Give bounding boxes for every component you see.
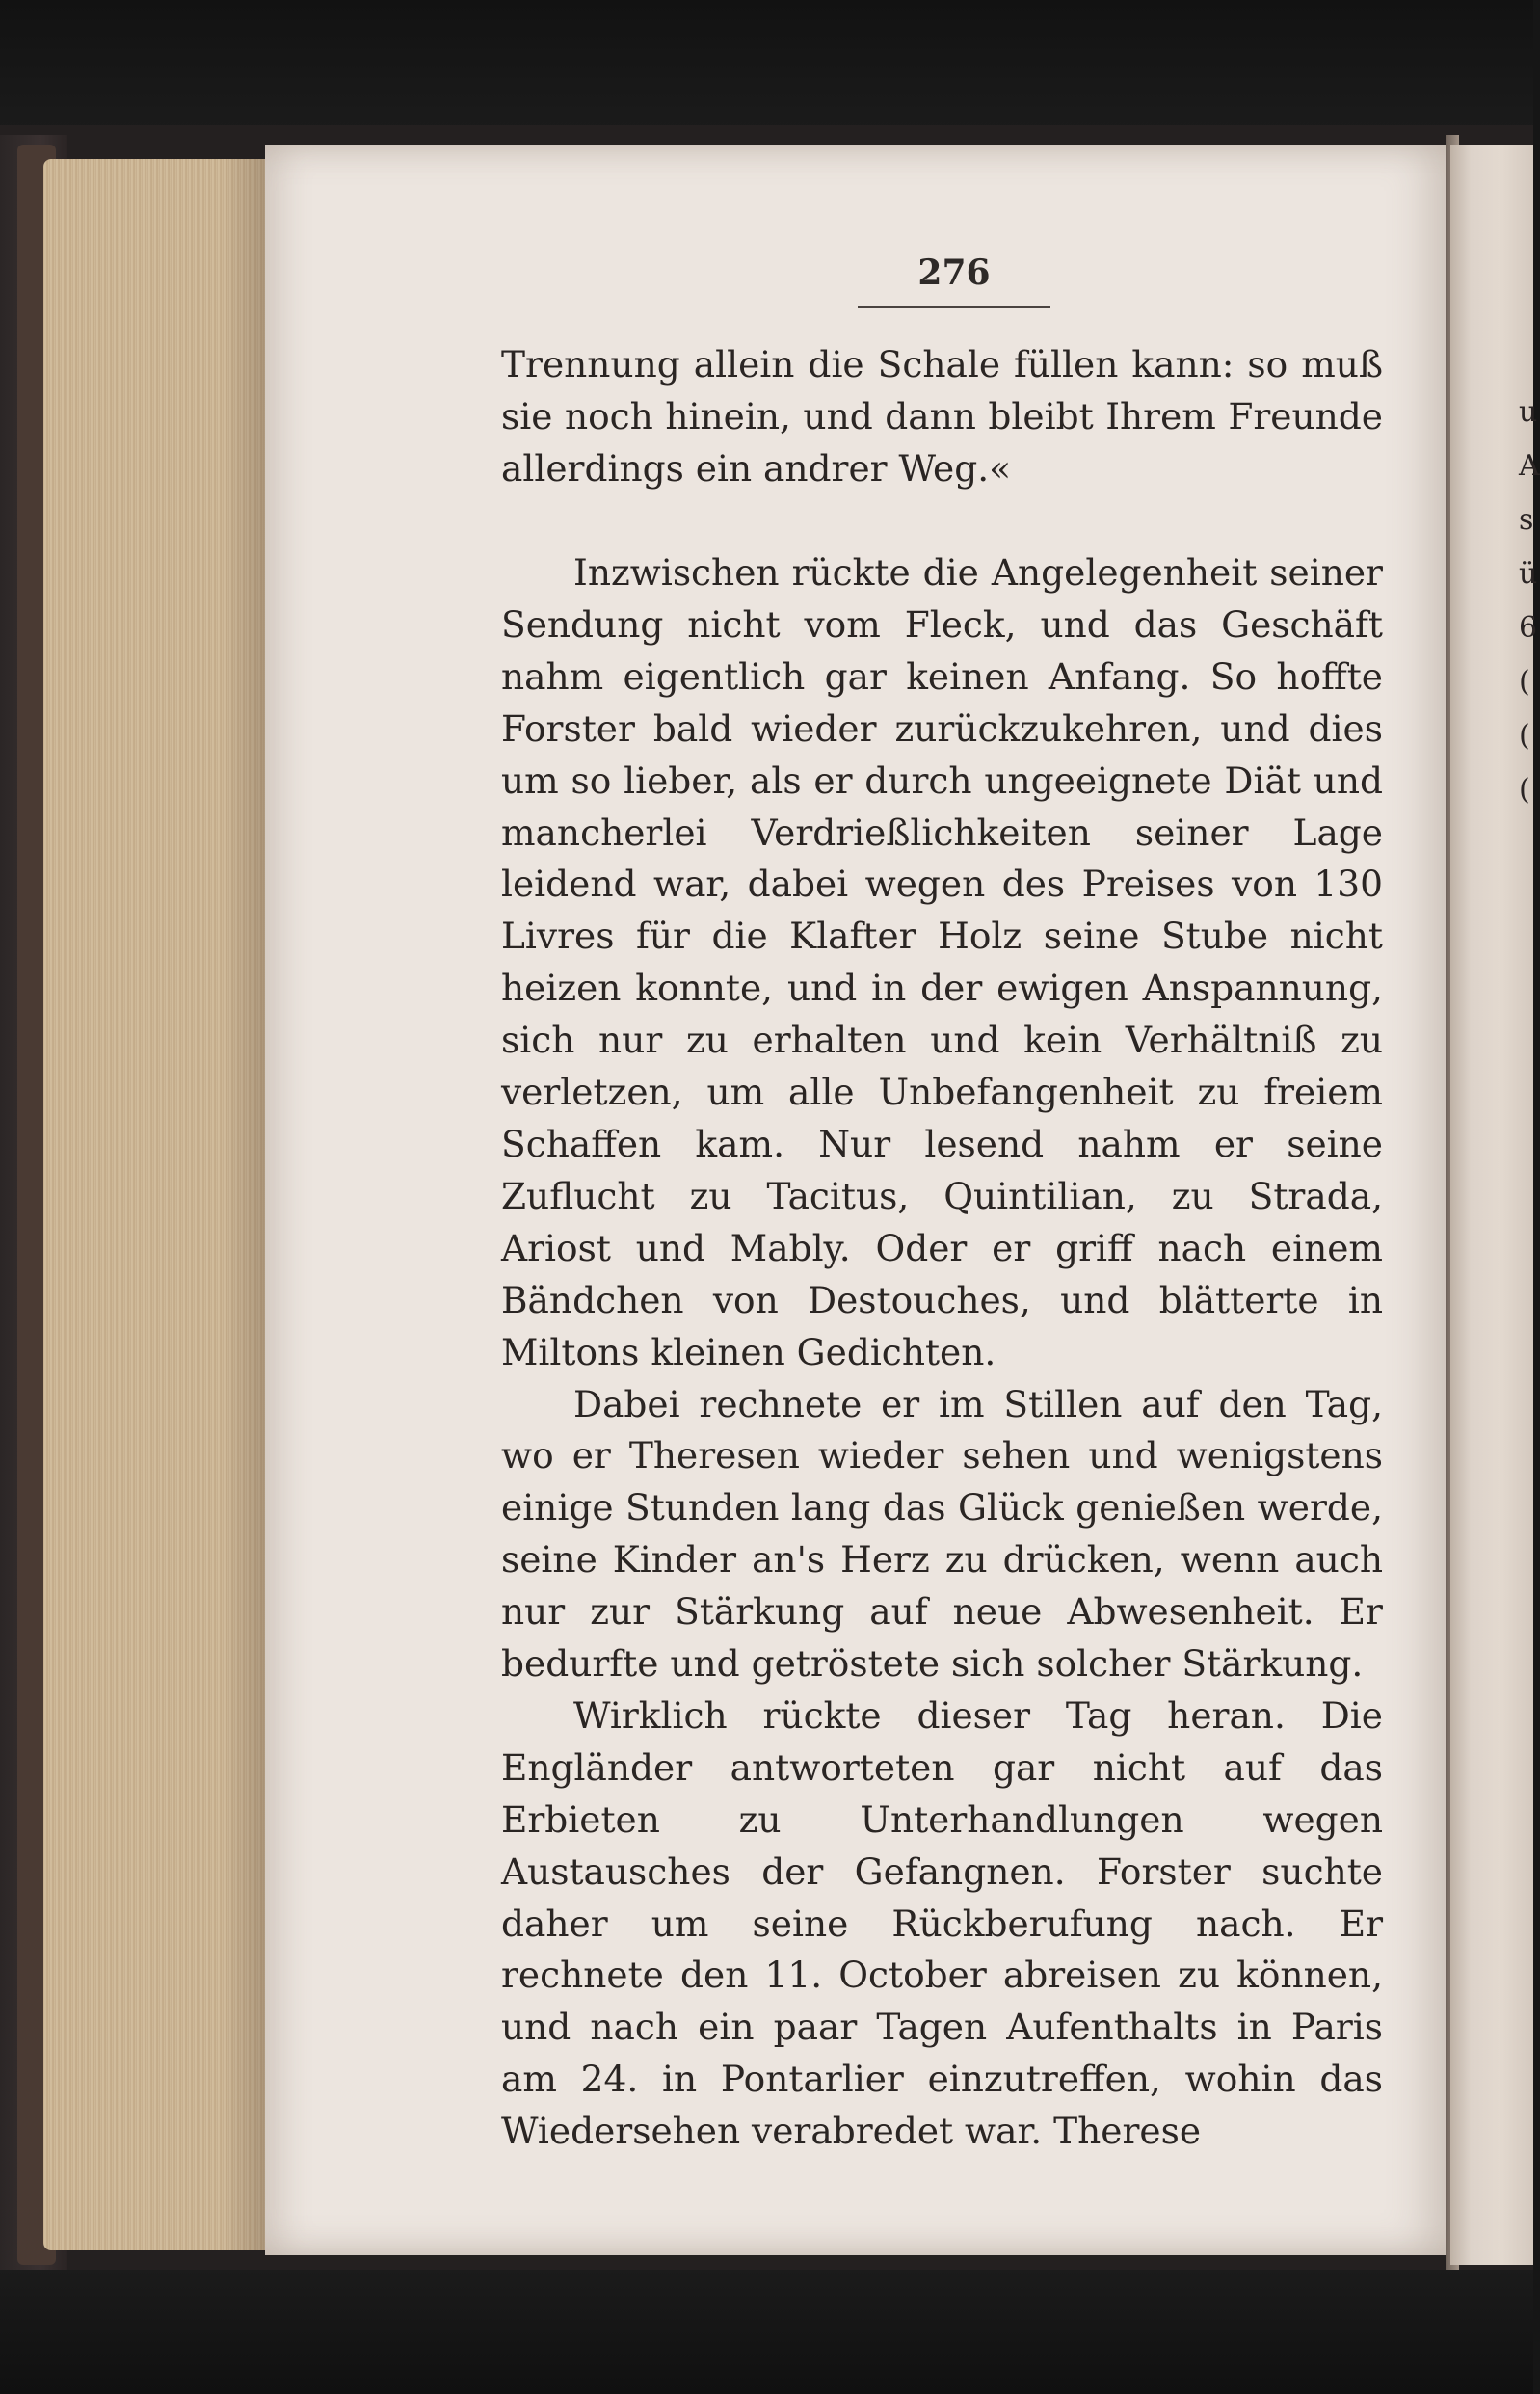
page-number: 276 bbox=[917, 253, 991, 293]
facing-fragment: ( bbox=[1519, 773, 1530, 807]
background-top bbox=[0, 0, 1533, 145]
page-number-rule bbox=[858, 306, 1050, 308]
background-bottom bbox=[0, 2270, 1533, 2394]
paragraph: Wirklich rückte dieser Tag heran. Die Engländer antworteten gar nicht auf das Erbieten zu Unterhandlungen wegen Austausches der Gefangnen. Forster suchte daher um seine Rückberufung nach. Er rechnete den 11. October abreisen zu können, und nach ein paar Tagen Aufenthalts in Paris am 24. in Pontarlier einzutreffen, wohin das Wiedersehen verabredet war. Therese bbox=[501, 1693, 1383, 2153]
facing-fragment: ü bbox=[1519, 557, 1538, 591]
facing-fragment: u bbox=[1519, 395, 1538, 429]
facing-fragment: ( bbox=[1519, 665, 1530, 699]
facing-page-text bbox=[1519, 386, 1538, 817]
facing-fragment: 6 bbox=[1519, 611, 1538, 645]
facing-fragment: s bbox=[1519, 503, 1534, 537]
facing-fragment: A bbox=[1519, 449, 1540, 483]
text-continuation bbox=[501, 339, 1383, 495]
paragraph: Trennung allein die Schale füllen kann: so muß sie noch hinein, und dann bleibt Ihrem Freunde allerdings ein andrer Weg.« bbox=[501, 343, 1383, 490]
facing-fragment: ( bbox=[1519, 719, 1530, 753]
paragraph: Dabei rechnete er im Stillen auf den Tag, wo er Theresen wieder sehen und wenigstens einige Stunden lang das Glück genießen werde, seine Kinder an's Herz zu drücken, wenn auch nur zur Stärkung auf neue Abwesenheit. Er bedurfte und getröstete sich solcher Stärkung. bbox=[501, 1382, 1383, 1686]
paragraph: Inzwischen rückte die Angelegenheit seiner Sendung nicht vom Fleck, und das Geschäft nahm eigentlich gar keinen Anfang. So hoffte Forster bald wieder zurückzukehren, und dies um so lieber, als er durch ungeeignete Diät und mancherlei Verdrießlichkeiten seiner Lage leidend war, dabei wegen des Preises von 130 Livres für die Klafter Holz seine Stube nicht heizen konnte, und in der ewigen Anspannung, sich nur zu erhalten und kein Verhältniß zu verletzen, um alle Unbefangenheit zu freiem Schaffen kam. Nur lesend nahm er seine Zuflucht zu Tacitus, Quintilian, zu Strada, Ariost und Mably. Oder er griff nach einem Bändchen von Destouches, und blätterte in Miltons kleinen Gedichten. bbox=[501, 551, 1383, 1373]
body-text bbox=[501, 547, 1383, 2158]
